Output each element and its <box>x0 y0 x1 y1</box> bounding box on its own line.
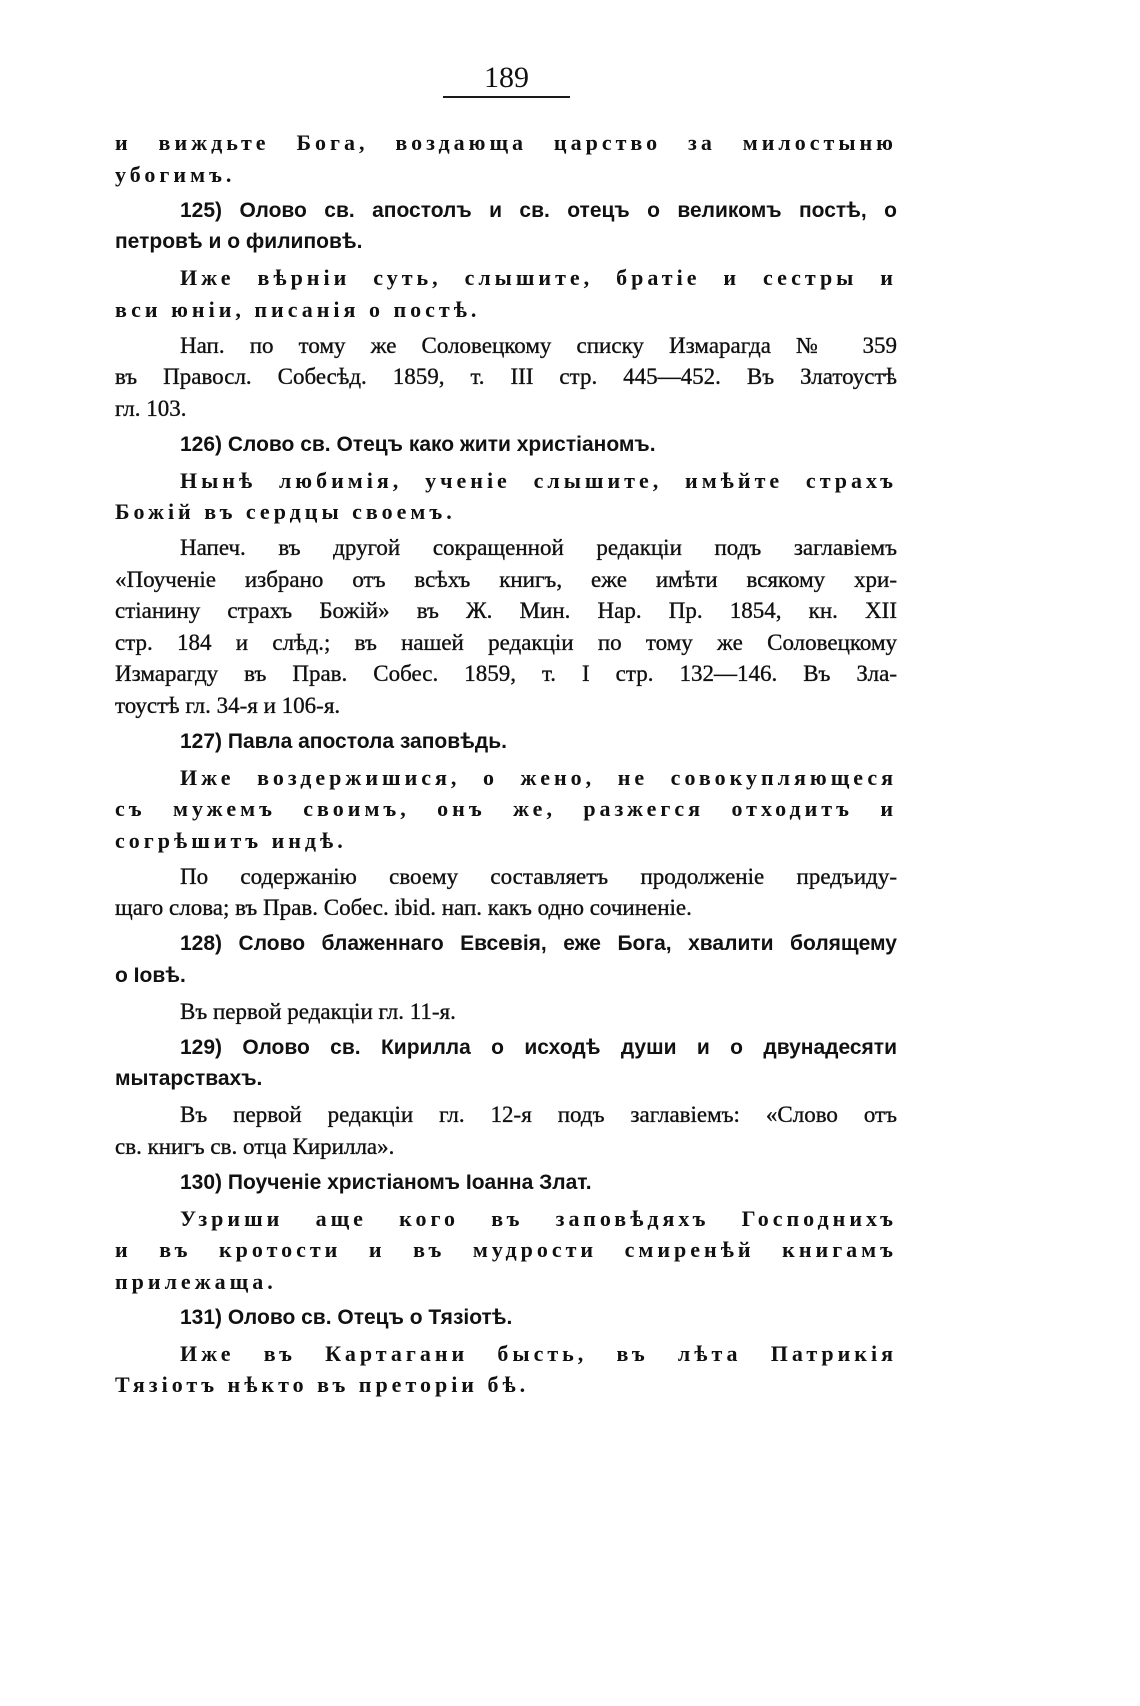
entry-126-title <box>115 429 897 461</box>
note-line: св. книгъ св. отца Кирилла». <box>115 1133 395 1159</box>
entry-128-title <box>115 928 897 991</box>
note-line: стіанину страхъ Божій» въ Ж. Мин. Нар. Пр. 1854, кн. XII <box>115 598 897 623</box>
note-line: въ Правосл. Собесѣд. 1859, т. III стр. 445—452. Въ Златоустѣ <box>115 364 897 389</box>
entry-127-title <box>115 726 897 758</box>
entry-125 <box>115 195 897 425</box>
note-line: Въ первой редакціи гл. 11-я. <box>180 998 456 1024</box>
entry-131-incipit <box>115 1338 897 1401</box>
title-line: 131) Олово св. Отецъ о Тязіотѣ. <box>180 1305 513 1329</box>
note-line: Въ первой редакціи гл. 12-я подъ заглавіемъ: «Слово отъ <box>180 1102 897 1127</box>
entry-129-note <box>115 1099 897 1162</box>
note-line: Напеч. въ другой сокращенной редакціи подъ заглавіемъ <box>180 535 897 560</box>
note-line: Измарагду въ Прав. Собес. 1859, т. I стр. 132—146. Въ Зла- <box>115 661 897 686</box>
title-line: 126) Слово св. Отецъ како жити христіаномъ. <box>180 432 656 456</box>
note-line: гл. 103. <box>115 395 187 421</box>
entry-125-note <box>115 330 897 425</box>
title-line: 130) Поученіе христіаномъ Іоанна Злат. <box>180 1170 592 1194</box>
entry-131 <box>115 1302 897 1401</box>
entry-127-note <box>115 861 897 924</box>
entry-125-title <box>115 195 897 258</box>
entry-127-incipit <box>115 762 897 857</box>
note-line: «Поученіе избрано отъ всѣхъ книгъ, еже имѣти всякому хри- <box>115 566 897 592</box>
continued-quote <box>115 127 897 190</box>
entry-127 <box>115 726 897 924</box>
incipit-line: съ мужемъ своимъ, онъ же, разжегся отходитъ и <box>115 796 897 821</box>
incipit-line: вси юніи, писанія о постѣ. <box>115 296 481 322</box>
entry-130-title <box>115 1167 897 1199</box>
incipit-line: и въ кротости и въ мудрости смиренѣй книгамъ <box>115 1237 897 1262</box>
incipit-line: Божій въ сердцы своемъ. <box>115 499 456 524</box>
incipit-line: Иже вѣрніи суть, слышите, братіе и сестры и <box>180 265 897 290</box>
text-block <box>115 127 897 1401</box>
page-number: 189 <box>484 61 529 94</box>
entry-125-incipit <box>115 262 897 325</box>
title-line: о Іовѣ. <box>115 963 186 987</box>
incipit-line: Иже въ Картагани бысть, въ лѣта Патрикія <box>180 1340 897 1366</box>
incipit-line: Узриши аще кого въ заповѣдяхъ Господнихъ <box>180 1205 897 1231</box>
quote-line: убогимъ. <box>115 161 236 187</box>
note-line: тоустѣ гл. 34-я и 106-я. <box>115 692 341 718</box>
note-line: стр. 184 и слѣд.; въ нашей редакціи по тому же Соловецкому <box>115 629 897 655</box>
entry-126-incipit <box>115 465 897 528</box>
entry-130 <box>115 1167 897 1298</box>
entry-129 <box>115 1032 897 1163</box>
entry-130-incipit <box>115 1203 897 1298</box>
entry-131-title <box>115 1302 897 1334</box>
incipit-line: Нынѣ любимія, ученіе слышите, имѣйте страхъ <box>180 467 897 493</box>
title-line: 127) Павла апостола заповѣдь. <box>180 729 507 753</box>
quote-line: и виждьте Бога, воздающа царство за милостыню <box>115 130 897 155</box>
incipit-line: прилежаща. <box>115 1268 277 1294</box>
note-line: Нап. по тому же Соловецкому списку Измарагда № 359 <box>180 332 897 358</box>
entry-129-title <box>115 1032 897 1095</box>
page-number-rule <box>443 96 570 98</box>
title-line: 129) Олово св. Кирилла о исходѣ души и о двунадесяти <box>180 1035 897 1059</box>
entry-126-note <box>115 532 897 721</box>
title-line: 125) Олово св. апостолъ и св. отецъ о великомъ постѣ, о <box>180 198 897 222</box>
incipit-line: согрѣшитъ индѣ. <box>115 827 347 853</box>
incipit-line: Иже воздержишися, о жено, не совокупляющеся <box>180 764 897 790</box>
incipit-line: Тязіотъ нѣкто въ преторіи бѣ. <box>115 1372 530 1397</box>
entry-128 <box>115 928 897 1027</box>
title-line: петровѣ и о филиповѣ. <box>115 230 363 253</box>
entry-128-note <box>115 996 897 1028</box>
title-line: 128) Слово блаженнаго Евсевія, еже Бога, хвалити болящему <box>180 932 897 955</box>
note-line: щаго слова; въ Прав. Собес. ibid. нап. какъ одно сочиненіе. <box>115 895 692 920</box>
title-line: мытарствахъ. <box>115 1067 263 1090</box>
note-line: По содержанію своему составляетъ продолженіе предъиду- <box>180 863 897 889</box>
entry-126 <box>115 429 897 722</box>
